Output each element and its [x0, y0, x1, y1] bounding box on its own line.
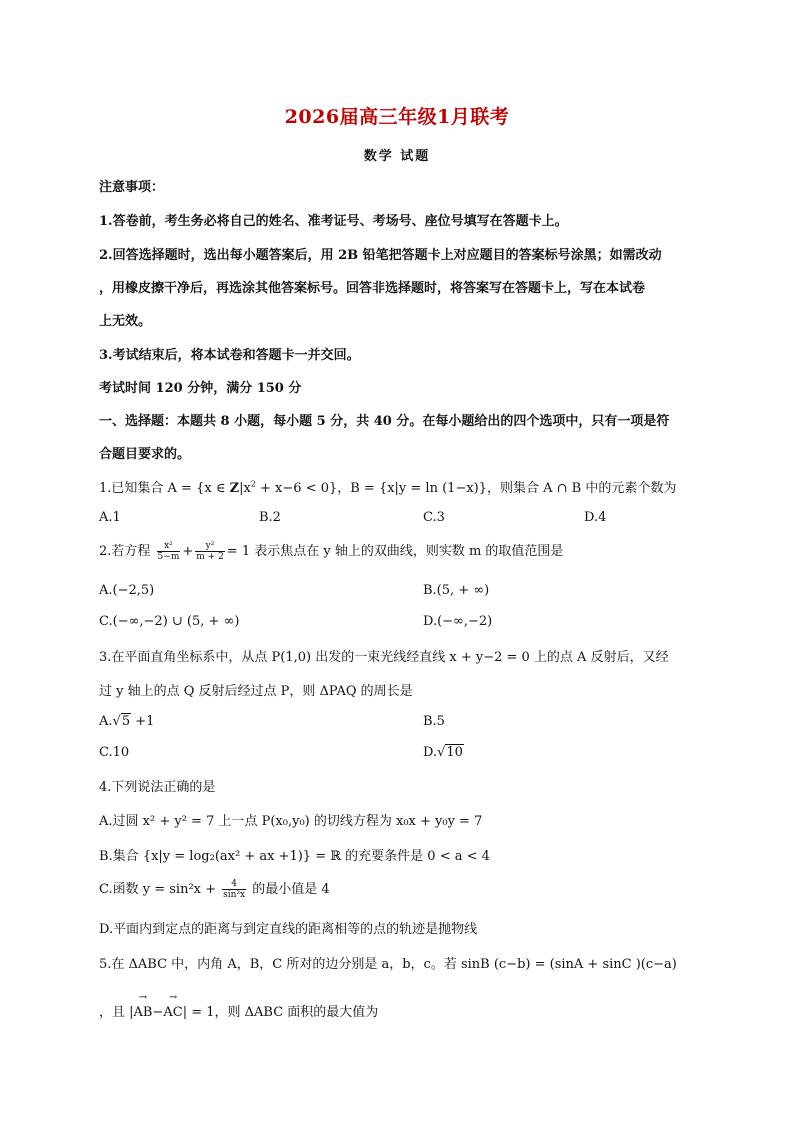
exam-subtitle: 数学 试题: [363, 149, 431, 164]
question-3-option-d: D.√10: [423, 745, 463, 760]
notice-item-1: 1.答卷前，考生务必将自己的姓名、准考证号、考场号、座位号填写在答题卡上。: [99, 214, 568, 229]
question-3-option-a: A.√5 +1: [99, 714, 155, 729]
question-2-option-b: B.(5, + ∞): [423, 583, 490, 598]
question-5-stem-b: ，且 |→ AB−→ AC| = 1，则 ΔABC 面积的最大值为: [99, 1001, 699, 1020]
question-2-option-d: D.(−∞,−2): [423, 614, 493, 629]
exam-title: 2026届高三年级1月联考: [284, 106, 510, 128]
fraction: $\frac{\text{y²}}{m + 2}$: [196, 541, 224, 562]
notice-heading: 注意事项：: [99, 180, 165, 195]
question-3-option-c: C.10: [99, 745, 130, 760]
question-4-option-a: A.过圆 x² + y² = 7 上一点 P(x₀,y₀) 的切线方程为 x₀x + y₀y = 7: [99, 814, 483, 829]
notice-item-2b: ，用橡皮擦干净后，再选涂其他答案标号。回答非选择题时，将答案写在答题卡上，写在本试卷: [99, 281, 646, 296]
question-5-stem-a: 5.在 ΔABC 中，内角 A，B，C 所对的边分别是 a，b，c。若 sinB (c−b) = (sinA + sinC )(c−a): [99, 957, 677, 972]
question-4-stem: 4.下列说法正确的是: [99, 780, 216, 795]
vector-ab: → AB: [134, 1005, 153, 1020]
fraction: $\frac{\text{x²}}{5-m}$: [157, 541, 180, 562]
question-4-option-d: D.平面内到定点的距离与到定直线的距离相等的点的轨迹是抛物线: [99, 922, 478, 937]
question-1-option-a: A.1: [99, 510, 121, 525]
question-3-option-b: B.5: [423, 714, 445, 729]
section-1-heading-b: 合题目要求的。: [99, 447, 191, 462]
question-1-option-b: B.2: [259, 510, 281, 525]
question-1-option-d: D.4: [584, 510, 607, 525]
question-3-stem-a: 3.在平面直角坐标系中，从点 P(1,0) 出发的一束光线经直线 x + y−2 = 0 上的点 A 反射后，又经: [99, 650, 669, 665]
question-1-stem: 1.已知集合 A = {x ∈ $Z|x^2 + x-6 < 0$}，B = {x|y = ln (1−x)}，则集合 A ∩ B 中的元素个数为: [99, 479, 677, 496]
exam-time: 考试时间 120 分钟，满分 150 分: [99, 381, 302, 396]
question-2-stem: 2.若方程 $\frac{\text{x²}}{5-m}$ + $\frac{\text{y²}}{m + 2}$ = 1 表示焦点在 y 轴上的双曲线，则实数 m 的取值范围是: [99, 541, 564, 562]
fraction: $\frac{4}{\text{sin²x}}$: [223, 879, 246, 900]
question-3-stem-b: 过 y 轴上的点 Q 反射后经过点 P，则 ΔPAQ 的周长是: [99, 684, 413, 699]
notice-item-2c: 上无效。: [99, 314, 152, 329]
question-2-option-a: A.(−2,5): [99, 583, 155, 598]
notice-item-2a: 2.回答选择题时，选出每小题答案后，用 2B 铅笔把答题卡上对应题目的答案标号涂黑；如需改动: [99, 248, 662, 263]
section-1-heading-a: 一、选择题：本题共 8 小题，每小题 5 分，共 40 分。在每小题给出的四个选项中，只有一项是符: [99, 414, 670, 429]
notice-item-3: 3.考试结束后，将本试卷和答题卡一并交回。: [99, 348, 360, 363]
question-4-option-c: C.函数 y = sin²x + $\frac{4}{\text{sin²x}}$ 的最小值是 4: [99, 879, 330, 900]
question-2-option-c: C.(−∞,−2) ∪ (5, + ∞): [99, 614, 240, 629]
question-4-option-b: B.集合 {x|y = log₂(ax² + ax +1)} = ℝ 的充要条件是 0 < a < 4: [99, 849, 490, 864]
vector-ac: → AC: [163, 1005, 182, 1020]
question-1-option-c: C.3: [423, 510, 445, 525]
